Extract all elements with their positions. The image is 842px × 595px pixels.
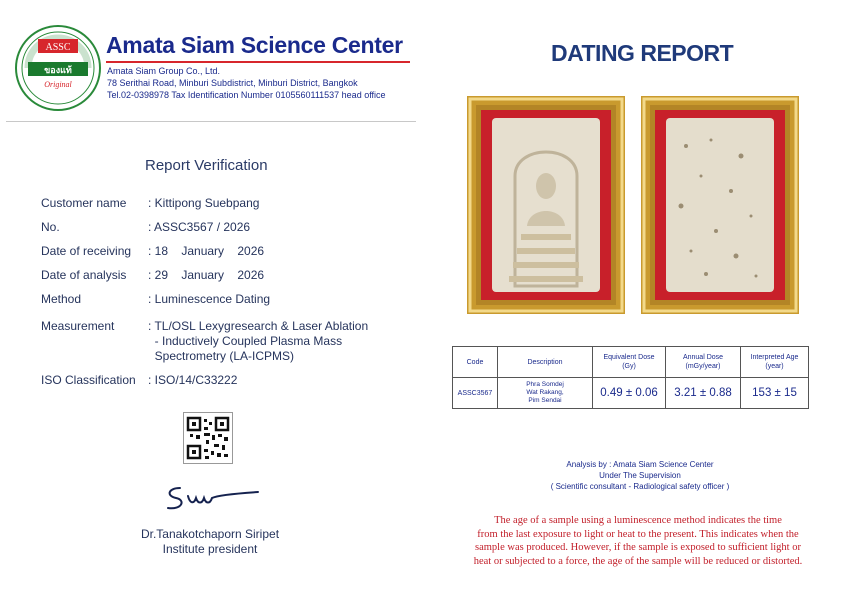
age-disclaimer [440, 514, 836, 568]
header-description: Description [498, 347, 593, 378]
measurement-label: Measurement [41, 319, 115, 333]
cell-code: ASSC3567 [453, 378, 498, 409]
cell-description [498, 378, 593, 409]
title-underline [106, 61, 410, 63]
measurement-line: Spectrometry (LA-ICPMS) [148, 349, 295, 363]
header-equivalent-dose [593, 347, 666, 378]
report-number-value: : ASSC3567 / 2026 [148, 220, 251, 234]
iso-classification-value: : ISO/14/C33222 [148, 373, 238, 387]
assc-seal-logo [14, 24, 102, 112]
description-line: Wat Rakang, [526, 389, 564, 396]
customer-name-value: : Kittipong Suebpang [148, 196, 260, 210]
seal-top-text: ASSC [45, 42, 71, 53]
method-label: Method [41, 292, 82, 306]
header-divider [6, 121, 416, 122]
date-receiving-label: Date of receiving [41, 244, 132, 258]
organization-group: Amata Siam Group Co., Ltd. [107, 66, 221, 76]
date-analysis-label: Date of analysis [41, 268, 127, 282]
header-code: Code [453, 347, 498, 378]
cell-interpreted-age: 153 ± 15 [741, 378, 809, 409]
organization-name: Amata Siam Science Center [106, 32, 403, 58]
description-line: Phra Somdej [526, 381, 564, 388]
description-line: Pim Sendai [528, 397, 562, 404]
disclaimer-line: from the last exposure to light or heat to the present. This indicates when the [477, 528, 799, 540]
header-equivalent-dose-unit: (Gy) [622, 363, 636, 370]
date-analysis-value: : 29 January 2026 [148, 268, 265, 282]
signature-image [158, 482, 268, 516]
organization-address: 78 Serithai Road, Minburi Subdistrict, Minburi District, Bangkok [107, 78, 358, 88]
table-header-row [453, 347, 809, 378]
measurement-line: - Inductively Coupled Plasma Mass [148, 334, 343, 348]
measurement-line: : TL/OSL Lexygresearch & Laser Ablation [148, 319, 369, 333]
seal-original-text: Original [44, 80, 72, 89]
disclaimer-line: sample was produced. However, if the sample is exposed to sufficient light or [475, 542, 801, 553]
cell-annual-dose: 3.21 ± 0.88 [666, 378, 741, 409]
report-number-label: No. [41, 220, 60, 234]
iso-classification-label: ISO Classification [41, 373, 136, 387]
table-row [453, 378, 809, 409]
customer-name-label: Customer name [41, 196, 127, 210]
header-annual-dose-unit: (mGy/year) [685, 363, 721, 370]
results-table [452, 346, 809, 409]
report-title: DATING REPORT [551, 40, 734, 66]
amulet-back-photo [641, 96, 799, 314]
header-annual-dose [666, 347, 741, 378]
disclaimer-line: The age of a sample using a luminescence method indicates the time [494, 515, 782, 526]
verification-title: Report Verification [145, 157, 268, 174]
signer-title: Institute president [162, 542, 258, 556]
organization-contact: Tel.02-0398978 Tax Identification Number 0105560111537 head office [107, 90, 386, 100]
header-interpreted-age [741, 347, 809, 378]
qr-code [183, 412, 233, 464]
analysis-supervision: Under The Supervision [599, 471, 681, 480]
analysis-by: Analysis by : Amata Siam Science Center [566, 460, 714, 469]
date-receiving-value: : 18 January 2026 [148, 244, 265, 258]
analysis-consultant: ( Scientific consultant - Radiological safety officer ) [550, 482, 730, 491]
header-equivalent-dose-label: Equivalent Dose [603, 354, 655, 361]
header-annual-dose-label: Annual Dose [682, 354, 724, 361]
seal-thai-text: ของแท้ [44, 65, 72, 75]
measurement-value [148, 319, 368, 364]
cell-equivalent-dose: 0.49 ± 0.06 [593, 378, 666, 409]
method-value: : Luminescence Dating [148, 292, 271, 306]
disclaimer-line: heat or subjected to a force, the age of the sample will be reduced or distorted. [473, 555, 803, 567]
signer-name: Dr.Tanakotchaporn Siripet [140, 527, 280, 541]
header-interpreted-age-label: Interpreted Age [750, 354, 799, 361]
header-interpreted-age-unit: (year) [765, 363, 784, 370]
amulet-front-photo [467, 96, 625, 314]
